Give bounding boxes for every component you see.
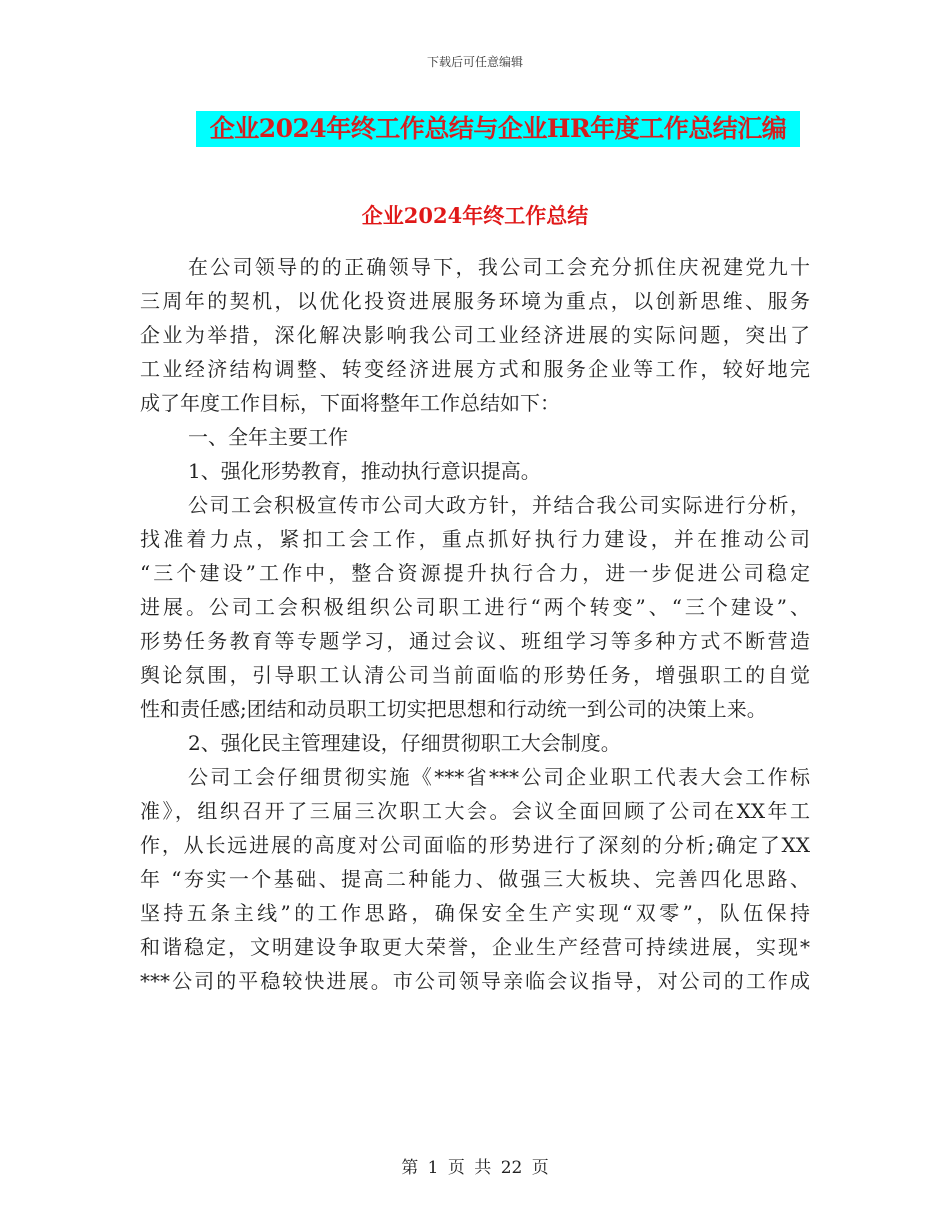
text-line: 企业为举措，深化解决影响我公司工业经济进展的实际问题，突出了 xyxy=(140,323,810,347)
text-line: 工业经济结构调整、转变经济进展方式和服务企业等工作，较好地完 xyxy=(140,357,810,381)
text-line: 年 “夯实一个基础、提高二种能力、做强三大板块、完善四化思路、 xyxy=(140,867,810,891)
text-line: 一、全年主要工作 xyxy=(188,425,348,449)
text-line: 和谐稳定，文明建设争取更大荣誉，企业生产经营可持续进展，实现* xyxy=(140,935,810,959)
text-line: ***公司的平稳较快进展。市公司领导亲临会议指导，对公司的工作成 xyxy=(140,969,810,993)
page-footer: 第 1 页 共 22 页 xyxy=(401,1158,549,1178)
text-line: 成了年度工作目标，下面将整年工作总结如下： xyxy=(140,391,560,415)
text-line: 作，从长远进展的高度对公司面临的形势进行了深刻的分析;确定了XX xyxy=(140,833,810,857)
text-line: 三周年的契机，以优化投资进展服务环境为重点，以创新思维、服务 xyxy=(140,289,810,313)
text-line: 性和责任感;团结和动员职工切实把思想和行动统一到公司的决策上来。 xyxy=(140,697,767,721)
document-title: 企业2024年终工作总结与企业HR年度工作总结汇编 xyxy=(196,111,800,147)
text-line: 公司工会仔细贯彻实施《***省***公司企业职工代表大会工作标 xyxy=(188,765,810,789)
page-header: 下载后可任意编辑 xyxy=(426,55,523,69)
text-line: 找准着力点，紧扣工会工作，重点抓好执行力建设，并在推动公司 xyxy=(140,527,810,551)
text-line: 进展。公司工会积极组织公司职工进行“两个转变”、“三个建设”、 xyxy=(140,595,810,619)
text-line: 1、强化形势教育，推动执行意识提高。 xyxy=(188,459,541,483)
text-line: 公司工会积极宣传市公司大政方针，并结合我公司实际进行分析， xyxy=(188,493,810,517)
text-line: 2、强化民主管理建设，仔细贯彻职工大会制度。 xyxy=(188,731,621,755)
text-line: 舆论氛围，引导职工认清公司当前面临的形势任务，增强职工的自觉 xyxy=(140,663,810,687)
text-line: “三个建设”工作中，整合资源提升执行合力，进一步促进公司稳定 xyxy=(140,561,810,585)
text-line: 准》，组织召开了三届三次职工大会。会议全面回顾了公司在XX年工 xyxy=(140,799,810,823)
text-line: 在公司领导的的正确领导下，我公司工会充分抓住庆祝建党九十 xyxy=(188,255,810,279)
document-body xyxy=(140,250,810,998)
text-line: 形势任务教育等专题学习，通过会议、班组学习等多种方式不断营造 xyxy=(140,629,810,653)
text-line: 坚持五条主线”的工作思路，确保安全生产实现“双零”，队伍保持 xyxy=(140,901,810,925)
section-title: 企业2024年终工作总结 xyxy=(361,203,589,228)
